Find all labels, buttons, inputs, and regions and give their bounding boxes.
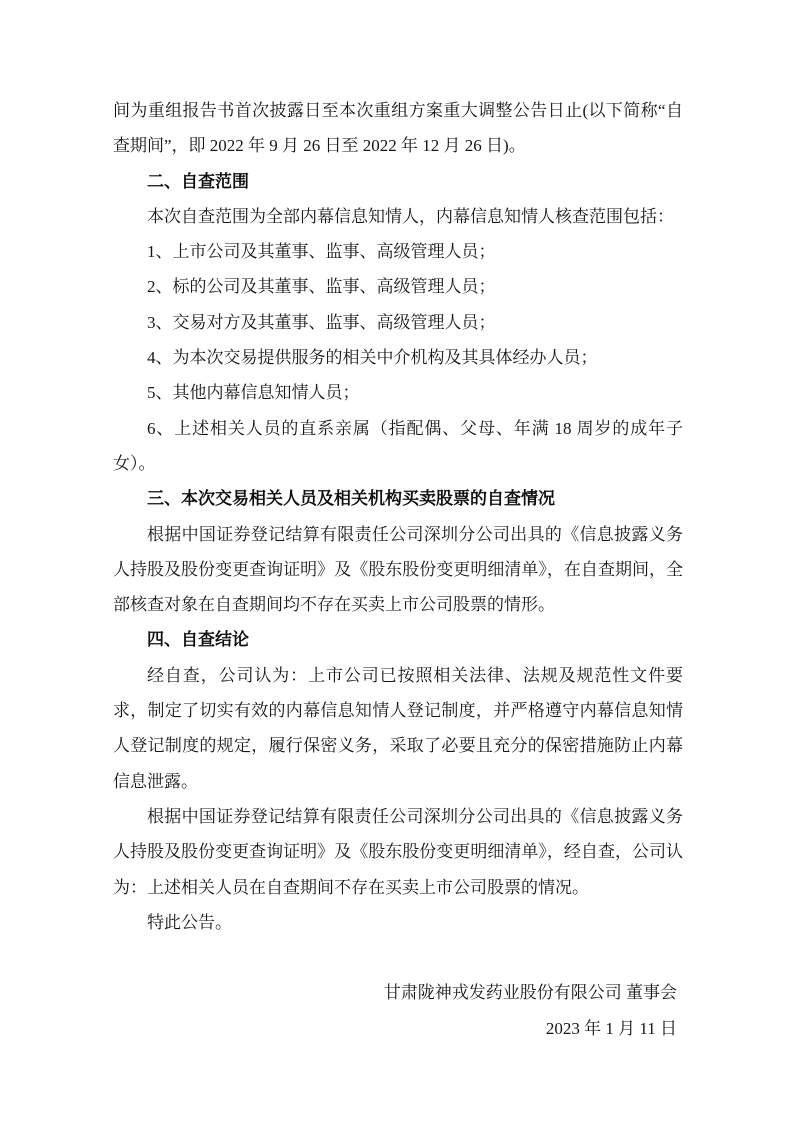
section-heading-scope: 二、自查范围	[147, 171, 249, 191]
section-heading-trading-check: 三、本次交易相关人员及相关机构买卖股票的自查情况	[147, 489, 555, 509]
list-item-5: 5、其他内幕信息知情人员；	[147, 383, 360, 403]
document-body	[113, 93, 683, 1046]
signature-company: 甘肃陇神戎发药业股份有限公司 董事会	[383, 983, 677, 1003]
list-item-4: 4、为本次交易提供服务的相关中介机构及其具体经办人员；	[147, 348, 598, 368]
signature-block	[113, 975, 683, 1046]
section-heading-conclusion: 四、自查结论	[147, 630, 249, 650]
list-item-6: 6、上述相关人员的直系亲属（指配偶、父母、年满 18 周岁的成年子女）。	[113, 418, 683, 473]
paragraph-closing: 特此公告。	[147, 912, 232, 932]
paragraph-conclusion-2: 根据中国证券登记结算有限责任公司深圳分公司出具的《信息披露义务人持股及股份变更查询证明》及《股东股份变更明细清单》，经自查，公司认为：上述相关人员在自查期间不存在买卖上市公司股票的情况。	[113, 806, 683, 897]
list-item-3: 3、交易对方及其董事、监事、高级管理人员；	[147, 312, 496, 332]
paragraph-trading-check: 根据中国证券登记结算有限责任公司深圳分公司出具的《信息披露义务人持股及股份变更查询证明》及《股东股份变更明细清单》，在自查期间，全部核查对象在自查期间均不存在买卖上市公司股票的情形。	[113, 524, 683, 615]
paragraph-intro-continuation: 间为重组报告书首次披露日至本次重组方案重大调整公告日止(以下简称“自查期间”，即 2022 年 9 月 26 日至 2022 年 12 月 26 日)。	[113, 101, 683, 156]
signature-date: 2023 年 1 月 11 日	[545, 1018, 677, 1038]
list-item-1: 1、上市公司及其董事、监事、高级管理人员；	[147, 242, 496, 262]
list-item-2: 2、标的公司及其董事、监事、高级管理人员；	[147, 277, 496, 297]
paragraph-scope-lead: 本次自查范围为全部内幕信息知情人，内幕信息知情人核查范围包括：	[147, 206, 674, 226]
paragraph-conclusion-1: 经自查，公司认为：上市公司已按照相关法律、法规及规范性文件要求，制定了切实有效的内幕信息知情人登记制度，并严格遵守内幕信息知情人登记制度的规定，履行保密义务，采取了必要且充分的保密措施防止内幕信息泄露。	[113, 665, 683, 791]
